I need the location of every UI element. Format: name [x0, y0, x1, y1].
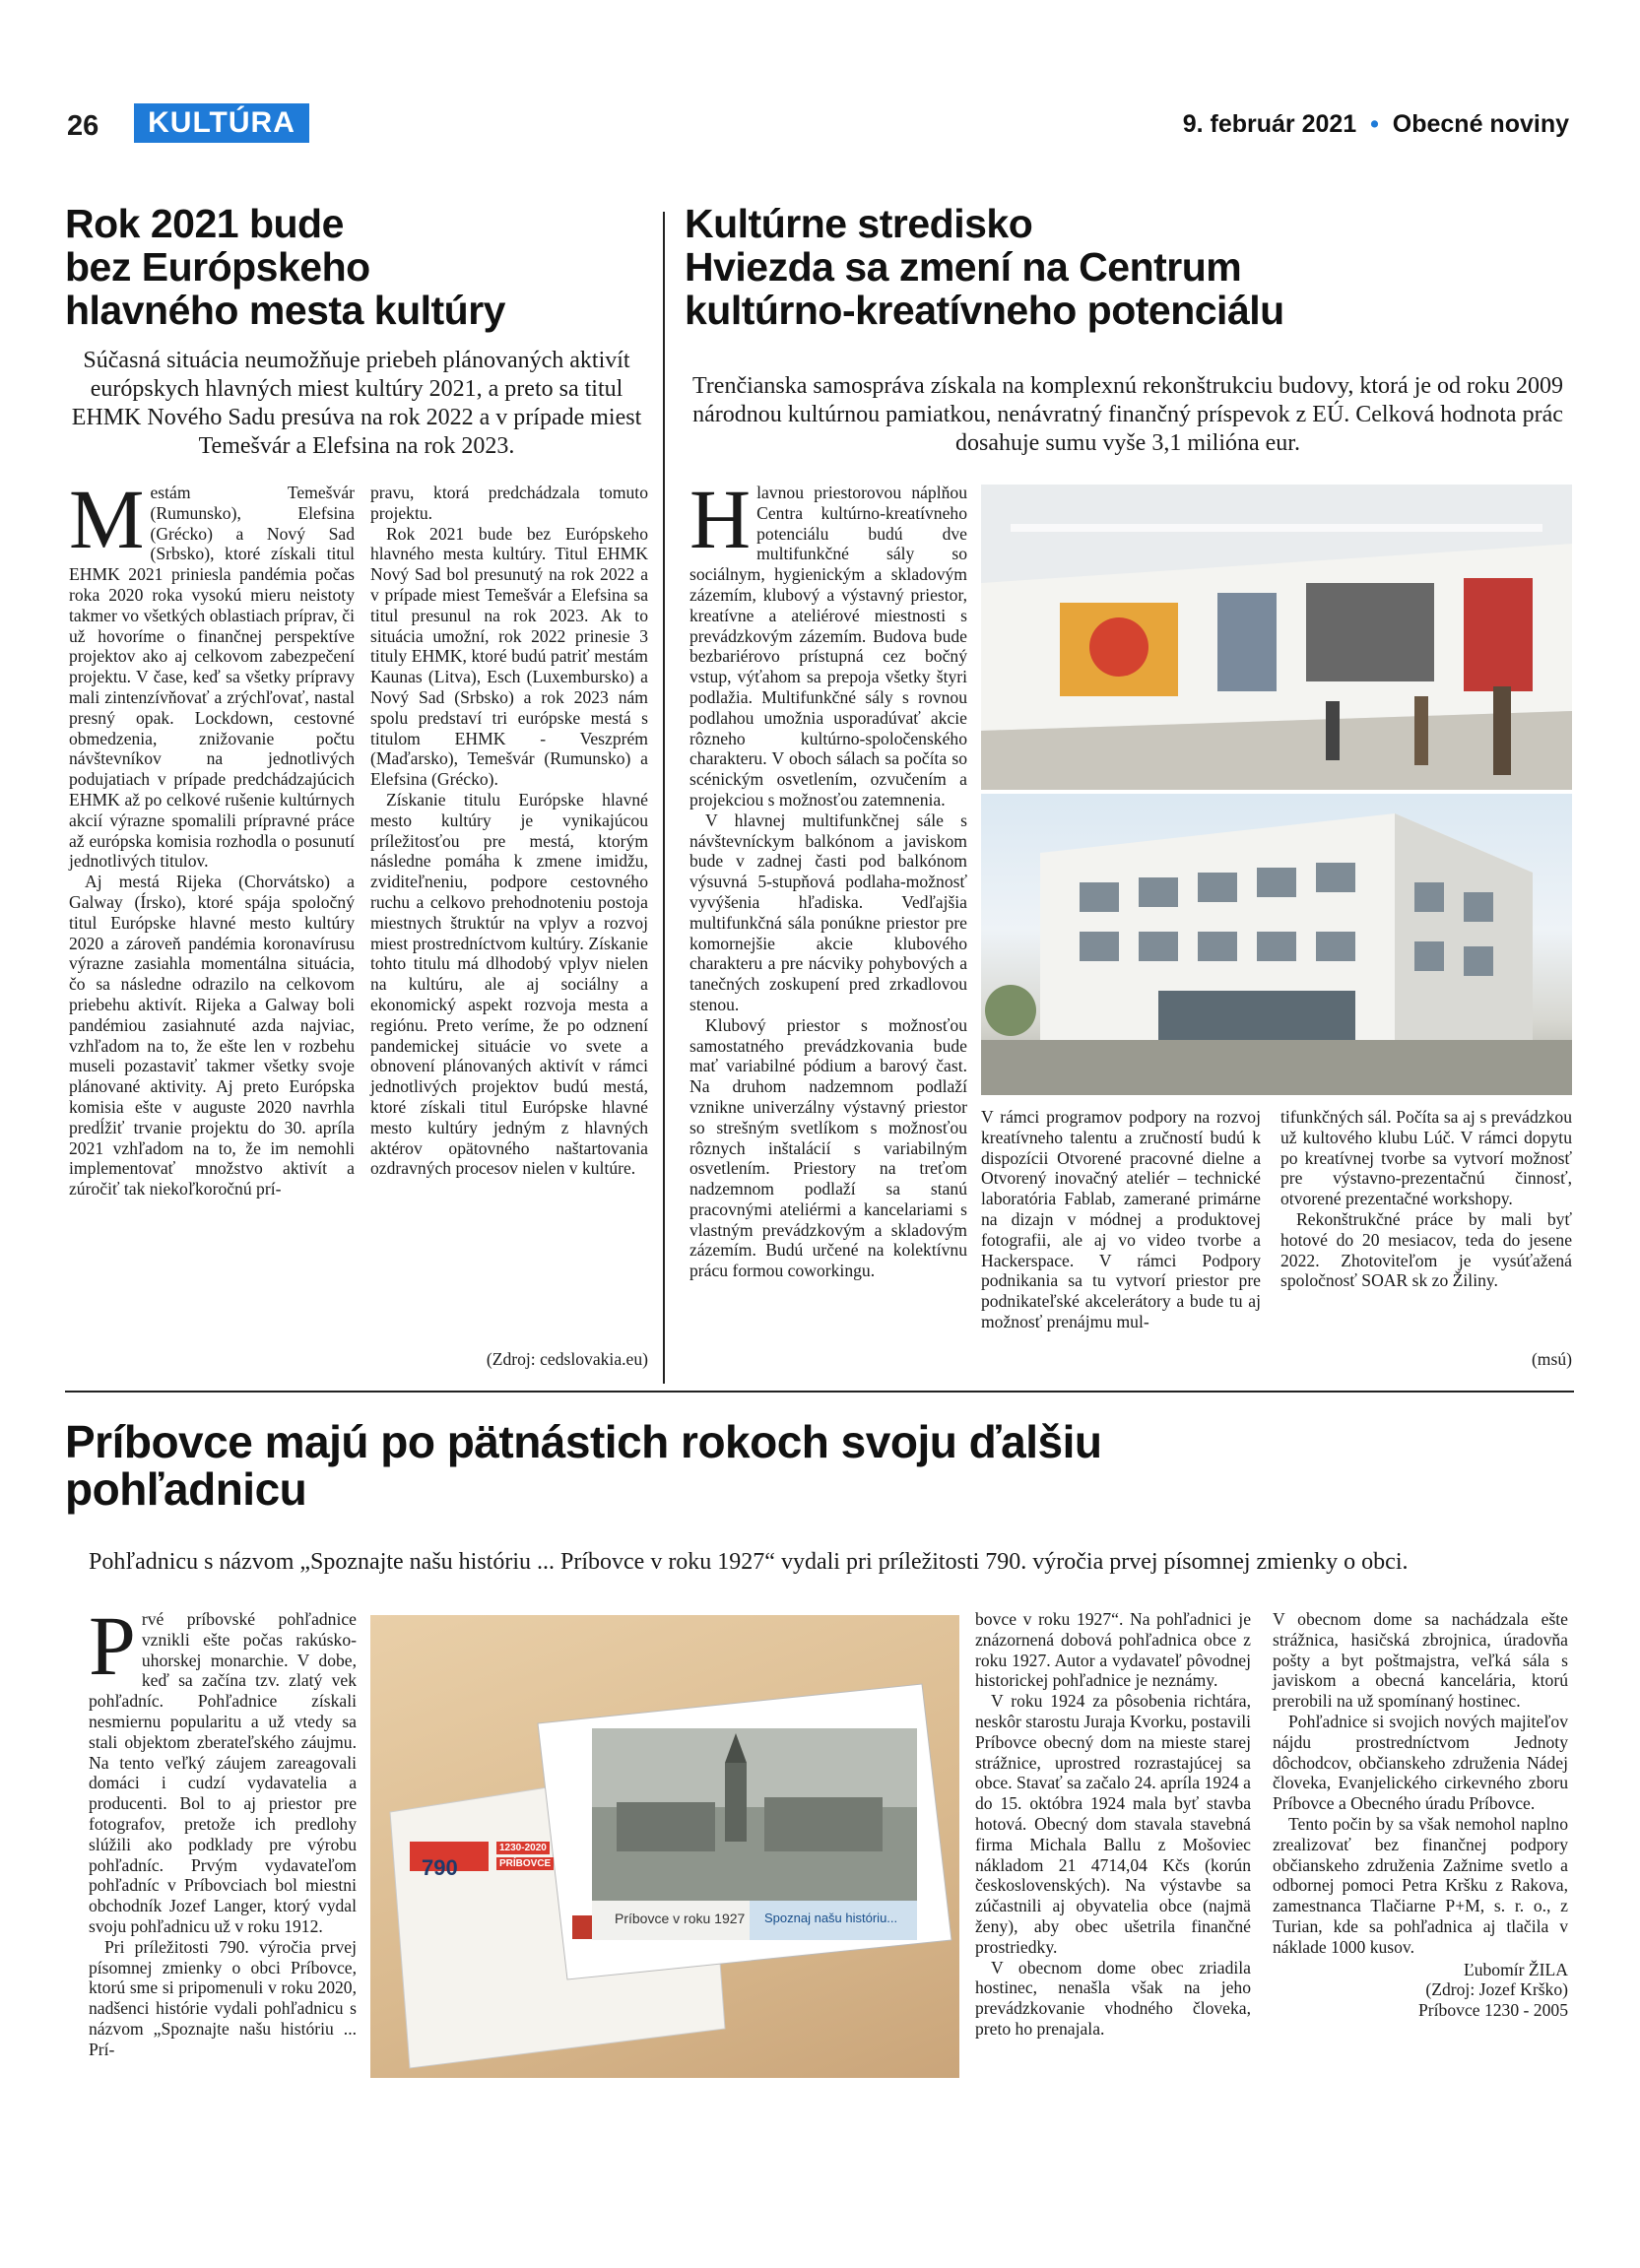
postcard-number: 790 [422, 1855, 458, 1880]
gallery-illustration [981, 485, 1572, 790]
gallery-interior-image [981, 485, 1572, 790]
article2-title-line: Hviezda sa zmení na Centrum [685, 244, 1242, 290]
issue-date [1183, 110, 1569, 139]
article1-title [65, 202, 656, 332]
paragraph: Klubový priestor s možnosťou samostatného prevádzkovania bude mať variabilné pódium a barový čast. Na druhom nadzemnom podlaží vznikne univerzálny výstavný priestor so strešným svetlíkom s možnosťou rôznych inštalácií s variabilným osvetlením. Priestory na treťom nadzemnom podlaží sa stanú pracovnými ateliérmi a kancelariami s vlastným prevádzkovým a skladovým zázemím. Budú určené na kolektívnu prácu formou coworkingu. [689, 1014, 967, 1281]
signature-line: (Zdroj: Jozef Krško) [1425, 1979, 1568, 2000]
article3-lead: Pohľadnicu s názvom „Spoznajte našu históriu ... Príbovce v roku 1927“ vydali pri príležitosti 790. výročia prvej písomnej zmienky o obci. [89, 1549, 1409, 1575]
article3-title [65, 1418, 1582, 1513]
paragraph: bovce v roku 1927“. Na pohľadnici je znázornená dobová pohľadnica obce z roku 1927. Autor a vydavateľ pôvodnej historickej pohľadnice je neznámy. [975, 1609, 1251, 1691]
paragraph: V hlavnej multifunkčnej sále s návštevníckym balkónom a javiskom bude v zadnej časti pod balkónom výsuvná 5-stupňová podlaha-možnosť vyvýšenia hľadiska. Vedľajšia multifunkčná sála ponúkne priestor pre komornejšie akcie klubového charakteru a pre nácviky pohybových a tanečných zoskupení pred zrkadlovou stenou. [689, 810, 967, 1014]
article2-title [685, 202, 1591, 332]
paragraph: Získanie titulu Európske hlavné mesto kultúry je vynikajúcou príležitosťou pre mestá, ktorým následne pomáha k zmene imidžu, zviditeľneniu, podpore cestovného ruchu a celkovo prehodnoteniu postoja miestnych štruktúr na vplyv a rozvoj miest prostredníctvom kultúry. Získanie tohto titulu má dlhodobý vplyv nielen na kultúru, ale aj sociálny a ekonomický aspekt rozvoja mesta a regiónu. Preto veríme, že po odznení pandemickej situácie vo svete a obnovení plánovaných aktivít v rámci jednotlivých projektov budú mestá, ktoré získali titul Európske hlavné mesto kultúry jedným z hlavných aktérov opätovného naštartovania ozdravných procesov nielen v kultúre. [370, 789, 648, 1179]
building-illustration [981, 794, 1572, 1095]
article3-title-line: pohľadnicu [65, 1463, 307, 1515]
separator-dot: • [1363, 110, 1386, 138]
paragraph: pravu, ktorá predchádzala tomuto projektu. [370, 483, 648, 523]
postcard-village: PRÍBOVCE [496, 1857, 554, 1870]
paragraph: Aj mestá Rijeka (Chorvátsko) a Galway (Írsko), ktoré spája spoločný titul Európske hlavné mesto kultúry 2020 a zároveň pandémia koronavírusu výrazne zasiahla momentálna situácia, čo sa následne odrazilo na celkovom priebehu aktivít. Rijeka a Galway boli pandémiou zasiahnuté azda najviac, vzhľadom na to, že ešte len v rozbehu museli pozastaviť takmer všetky svoje plánované aktivity. Aj preto Európska komisia ešte v auguste 2020 navrhla predĺžiť trvanie projektu do 30. apríla 2021 vzhľadom na to, že im nemohli implementovať množstvo aktivít a zúročiť tak niekoľkoročnú prí- [69, 872, 355, 1199]
drop-cap: M [69, 472, 145, 566]
paragraph: Pri príležitosti 790. výročia prvej písomnej zmienky o obci Príbovce, ktorú sme si pripomenuli v roku 2020, nadšenci histórie vydali pohľadnicu s názvom „Spoznajte našu históriu ... Prí- [89, 1936, 357, 2059]
paragraph: V rámci programov podpory na rozvoj kreatívneho talentu a zručností budú k dispozícii Otvorené pracovné dielne a Otvorený inovačný ateliér – technické laboratória Fablab, zamerané primárne na dizajn v módnej a produktovej fotografii, ale aj vo video tvorbe a Hackerspace. V rámci Podpory podnikania sa tu vytvorí priestor pre podnikateľské akcelerátory a bude tu aj možnosť prenájmu mul- [981, 1107, 1261, 1331]
article2-col1 [689, 472, 967, 1281]
article1-col1 [69, 472, 355, 1199]
article2-col3 [1280, 1107, 1572, 1291]
paragraph: lavnou priestorovou náplňou Centra kultúrno-kreatívneho potenciálu budú dve multifunkčné sály so sociálnym, hygienickým a skladovým zázemím, klubový a výstavný priestor, kreatívne a ateliérové miestnosti s prevádzkovým zázemím. Budova bude bezbariérovo prístupná cez bočný vstup, výťahom sa prepoja všetky štyri podlažia. Multifunkčné sály s rovnou podlahou umožnia usporadúvať akcie rôzneho kultúrno-spoločenského charakteru. V oboch sálach sa počíta so scénickým osvetlením, ozvučením a projekciou s možnosťou zatemnenia. [689, 483, 967, 810]
article1-title-line: hlavného mesta kultúry [65, 288, 505, 333]
drop-cap: P [89, 1598, 136, 1693]
article2-title-line: Kultúrne stredisko [685, 201, 1033, 246]
date-text: 9. február 2021 [1182, 110, 1357, 138]
article2-col2 [981, 1107, 1261, 1332]
article3-col1 [89, 1598, 357, 2060]
article1-source: (Zdroj: cedslovakia.eu) [486, 1349, 648, 1369]
article1-lead: Súčasná situácia neumožňuje priebeh plánovaných aktivít európskych hlavných miest kultúry 2021, a preto sa titul EHMK Nového Sadu presúva na rok 2022 a v prípade miest Temešvár a Elefsina na rok 2023. [71, 348, 642, 459]
paragraph: estám Temešvár (Rumunsko), Elefsina (Grécko) a Nový Sad (Srbsko), ktoré získali titul EHMK 2021 priniesla pandémia počas roka 2020 roka vysokú mieru neistoty takmer vo všetkých oblastiach príprav, či už hovoríme o finančnej perspektíve projektov ako aj celkovom zabezpečení projektu. V čase, keď sa všetky prípravy mali zintenzívňovať a zrýchľovať, nastal presný opak. Lockdown, cestovné obmedzenia, znižovanie počtu návštevníkov na jednotlivých podujatiach v prípade predchádzajúcich EHMK až po celkové rušenie kultúrnych akcií výrazne spomalili prípravné práce až európska komisia rozhodla o posunutí jednotlivých titulov. [69, 483, 355, 872]
article2-title-line: kultúrno-kreatívneho potenciálu [685, 288, 1284, 333]
paragraph: Rekonštrukčné práce by mali byť hotové do 20 mesiacov, teda do jesene 2022. Zhotoviteľom je vysúťažená spoločnosť SOAR sk zo Žiliny. [1280, 1208, 1572, 1291]
column-divider [663, 212, 665, 1384]
paragraph: tifunkčných sál. Počíta sa aj s prevádzkou už kultového klubu Lúč. V rámci dopytu po kreatívnej tvorbe sa vytvorí možnosť pre výstavno-prezentačnú činnosť, otvorené prezentačné workshopy. [1280, 1107, 1572, 1209]
paragraph: V obecnom dome obec zriadila hostinec, nenašla však na jeho prevádzkovanie vhodného človeka, preto ho prenajala. [975, 1957, 1251, 2039]
section-label: KULTÚRA [134, 103, 309, 143]
article2-signature: (msú) [1531, 1349, 1572, 1369]
paragraph: Tento počin by sa však nemohol naplno zrealizovať bez finančnej podpory občianskeho združenia Zažnime svetlo a odbornej pomoci Petra Kršku z Rakova, zamestnanca Tlačiarne P+M, s. r. o., z Turian, kde sa pohľadnica aj tlačila v náklade 1000 kusov. [1273, 1813, 1568, 1957]
article3-title-line: Príbovce majú po pätnástich rokoch svoju ďalšiu [65, 1416, 1102, 1467]
paragraph: V roku 1924 za pôsobenia richtára, neskôr starostu Juraja Kvorku, postavili Príbovce obecný dom na mieste starej strážnice, uprostred rozrastajúcej sa obce. Stavať sa začalo 24. apríla 1924 a do 15. októbra 1924 mala byť stavba hotová. Obecný dom stavala stavebná firma Michala Ballu z Mošoviec nákladom 21 4714,04 Kčs (korún československých). Na výstavbe sa zúčastnili aj obyvatelia obce (najmä ženy), aby obec ušetrila finančné prostriedky. [975, 1691, 1251, 1957]
article3-signature [1273, 1960, 1568, 2021]
paragraph: V obecnom dome sa nachádzala ešte strážnica, hasičská zbrojnica, úradovňa pošty a byt poštmajstra, veľká sála s javiskom a obecná kancelária, ktorú prerobili na už spomínaný hostinec. [1273, 1609, 1568, 1712]
postcard-illustration [370, 1615, 959, 2078]
postcard-caption: Príbovce v roku 1927 [615, 1911, 746, 1926]
article1-title-line: Rok 2021 bude [65, 201, 344, 246]
paragraph: Pohľadnice si svojich nových majiteľov nájdu prostredníctvom Jednoty dôchodcov, občianskeho združenia Nádej človeka, Evanjelického cirkevného zboru Príbovce a Obecného úradu Príbovce. [1273, 1711, 1568, 1814]
page-number: 26 [67, 110, 99, 142]
article3-col3 [1273, 1609, 1568, 2021]
postcard-slogan: Spoznaj našu históriu... [764, 1911, 898, 1925]
paragraph: rvé príbovské pohľadnice vznikli ešte počas rakúsko-uhorskej monarchie. V dobe, keď sa začína tzv. zlatý vek pohľadníc. Pohľadnice získali nesmiernu popularitu a už vtedy sa stali objektom zberateľského záujmu. Na tento veľký záujem zareagovali domáci i cudzí vydavatelia a producenti. Bol to aj priestor pre fotografov, pretože ich predlohy slúžili ako podklady pre výrobu pohľadníc. Prvým vydavateľom pohľadníc v Príbovciach bol miestni obchodník Jozef Langer, ktorý vydal svoju pohľadnicu už v roku 1912. [89, 1609, 357, 1936]
publication-name: Obecné noviny [1392, 110, 1569, 138]
article1-title-line: bez Európskeho [65, 244, 370, 290]
article1-col2 [370, 483, 648, 1179]
paragraph: Rok 2021 bude bez Európskeho hlavného mesta kultúry. Titul EHMK Nový Sad bol presunutý na rok 2022 a v prípade miest Temešvár a Elefsina sa titul presunul na rok 2023. Ak to situácia umožní, rok 2022 prinesie 3 tituly EHMK, ktoré budú patriť mestám Kaunas (Litva), Esch (Luxembursko) a Nový Sad (Srbsko) a rok 2023 nám spolu predstaví tri európske mestá s titulom EHMK - Veszprém (Maďarsko), Temešvár (Rumunsko) a Elefsina (Grécko). [370, 523, 648, 790]
signature-line: Príbovce 1230 - 2005 [1418, 2000, 1568, 2021]
drop-cap: H [689, 472, 752, 566]
article3-col2 [975, 1609, 1251, 2040]
building-exterior-image [981, 794, 1572, 1095]
postcard-years: 1230-2020 [496, 1842, 550, 1854]
signature-line: Ľubomír ŽILA [1463, 1959, 1568, 1979]
postcard-photo [370, 1615, 959, 2078]
article2-lead: Trenčianska samospráva získala na komplexnú rekonštrukciu budovy, ktorá je od roku 2009 národnou kultúrnou pamiatkou, nenávratný finančný príspevok z EÚ. Celková hodnota prác dosahuje sumu vyše 3,1 milióna eur. [691, 373, 1564, 456]
section-divider [65, 1391, 1574, 1393]
